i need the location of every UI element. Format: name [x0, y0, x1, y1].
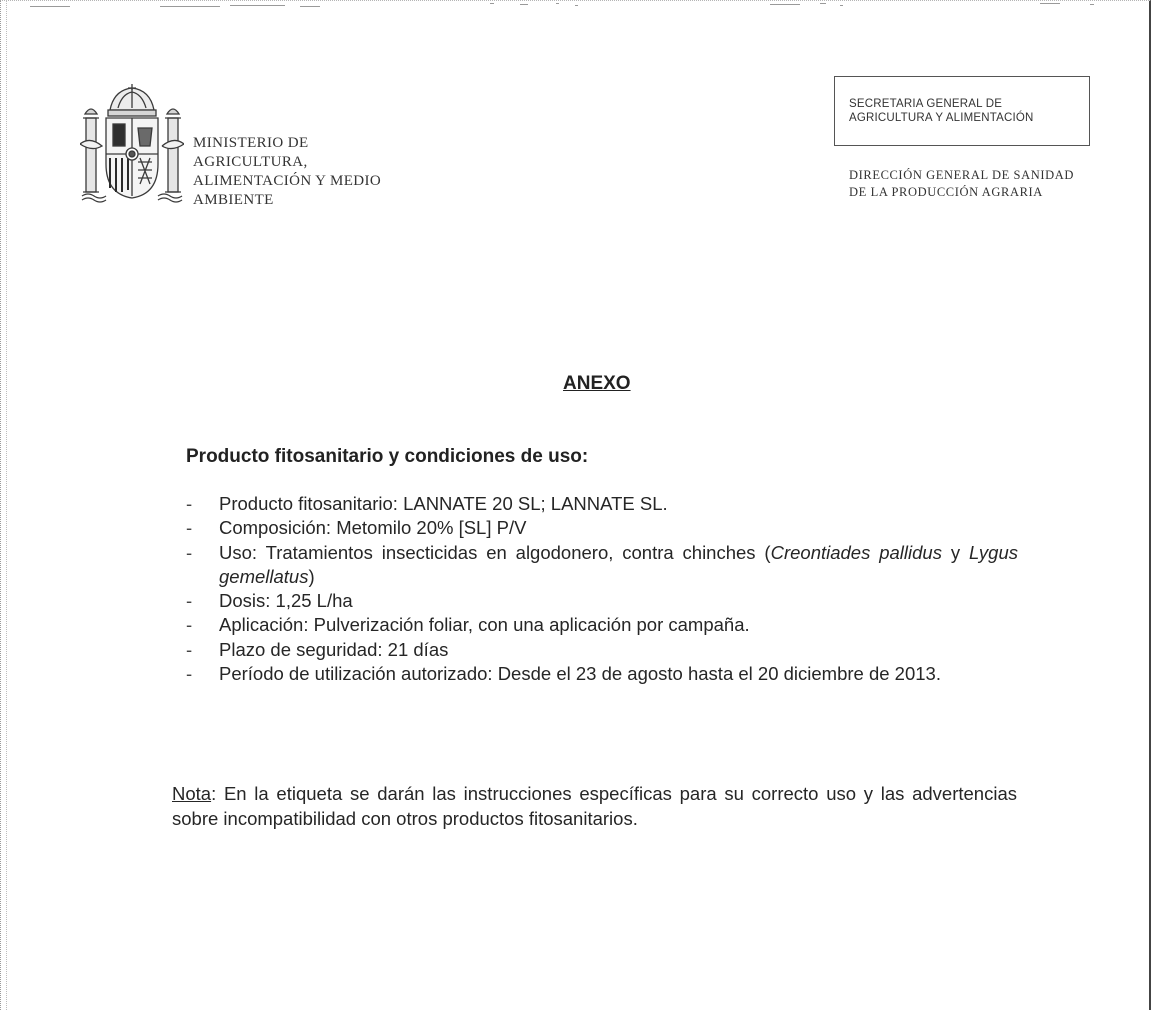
bullet-dash: -: [186, 541, 193, 563]
note-text: : En la etiqueta se darán las instrucciones específicas para su correcto uso y las advertencias sobre incompatibilidad con otros productos fitosanitarios.: [172, 783, 1017, 829]
coat-of-arms-emblem: [80, 84, 184, 204]
condition-item-uso: [186, 541, 1018, 590]
condition-text: Producto fitosanitario: LANNATE 20 SL; LANNATE SL.: [219, 493, 668, 514]
bullet-dash: -: [186, 638, 193, 660]
species-name-2: Lygus gemellatus: [219, 541, 1018, 587]
condition-item-producto: [186, 492, 1018, 516]
ministry-name: [193, 134, 381, 210]
ministry-line-4: AMBIENTE: [193, 192, 274, 208]
conditions-list: [186, 492, 1018, 686]
bullet-dash: -: [186, 663, 193, 685]
uso-and: y: [941, 541, 969, 563]
species-name-1: Creontiades pallidus: [770, 541, 942, 563]
direccion-line-1: DIRECCIÓN GENERAL DE SANIDAD: [849, 168, 1075, 182]
condition-text: Período de utilización autorizado: Desde el 23 de agosto hasta el 20 diciembre de 2013.: [219, 663, 941, 685]
scan-edge: [6, 0, 8, 1010]
bullet-dash: -: [186, 493, 193, 514]
bullet-dash: -: [186, 590, 193, 612]
uso-prefix: Uso: Tratamientos insecticidas en algodonero, contra chinches (: [219, 541, 771, 563]
condition-item-composicion: [186, 516, 1018, 540]
condition-item-dosis: [186, 589, 1018, 613]
direccion-general: [849, 167, 1074, 201]
note-label: Nota: [172, 783, 212, 804]
condition-item-plazo: [186, 638, 1018, 662]
secretaria-line-1: SECRETARIA GENERAL DE: [849, 98, 1003, 110]
secretaria-line-2: AGRICULTURA Y ALIMENTACIÓN: [849, 112, 1034, 124]
condition-text: Plazo de seguridad: 21 días: [219, 638, 449, 660]
annex-subtitle: Producto fitosanitario y condiciones de uso:: [186, 446, 589, 467]
condition-item-aplicacion: [186, 613, 1018, 637]
uso-suffix: ): [308, 565, 315, 587]
bullet-dash: -: [186, 517, 193, 539]
condition-text: Aplicación: Pulverización foliar, con una aplicación por campaña.: [219, 614, 750, 636]
condition-text: Composición: Metomilo 20% [SL] P/V: [219, 517, 527, 539]
ministry-line-3: ALIMENTACIÓN Y MEDIO: [193, 173, 382, 189]
annex-title: ANEXO: [563, 373, 631, 394]
secretaria-box: [834, 76, 1090, 146]
scan-noise: [0, 0, 1151, 10]
condition-item-periodo: [186, 662, 1018, 686]
ministry-line-1: MINISTERIO DE: [193, 135, 309, 151]
direccion-line-2: DE LA PRODUCCIÓN AGRARIA: [849, 185, 1043, 199]
ministry-line-2: AGRICULTURA,: [193, 154, 308, 170]
condition-text: Dosis: 1,25 L/ha: [219, 590, 353, 612]
bullet-dash: -: [186, 614, 193, 636]
note-paragraph: [172, 782, 1017, 831]
